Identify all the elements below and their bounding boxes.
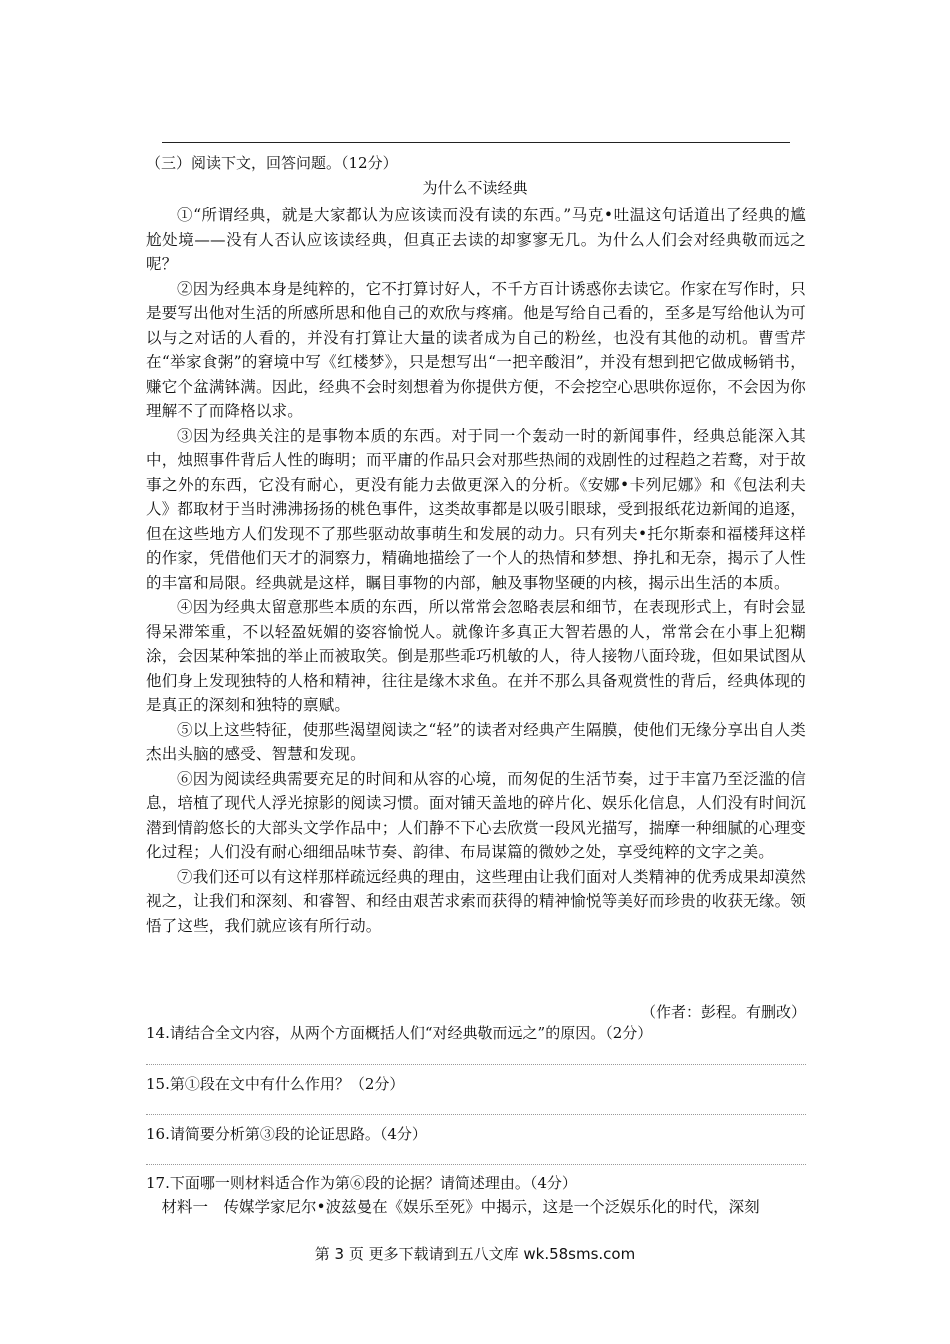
paragraph-7: ⑦我们还可以有这样那样疏远经典的理由，这些理由让我们面对人类精神的优秀成果却漠然视之，让我们和深刻、和睿智、和经由艰苦求索而获得的精神愉悦等美好而珍贵的收获无缘。领悟了这些，我们就应该有所行动。 [146, 867, 806, 935]
paragraph-4: ④因为经典太留意那些本质的东西，所以常常会忽略表层和细节，在表现形式上，有时会显得呆滞笨重，不以轻盈妩媚的姿容愉悦人。就像许多真正大智若愚的人，常常会在小事上犯糊涂，会因某种笨拙的举止而被取笑。倒是那些乖巧机敏的人，待人接物八面玲珑，但如果试图从他们身上发现独特的人格和精神，往往是缘木求鱼。在并不那么具备观赏性的背后，经典体现的是真正的深刻和独特的禀赋。 [146, 598, 806, 714]
answer-line-14 [146, 1064, 806, 1065]
article-body [146, 203, 806, 938]
material-1: 材料一 传媒学家尼尔•波兹曼在《娱乐至死》中揭示，这是一个泛娱乐化的时代，深刻 [161, 1198, 760, 1216]
answer-line-16 [146, 1164, 806, 1165]
paragraph-2: ②因为经典本身是纯粹的，它不打算讨好人，不千方百计诱惑你去读它。作家在写作时，只是要写出他对生活的所感所思和他自己的欢欣与疼痛。他是写给自己看的，至多是写给他认为可以与之对话的人看的，并没有打算让大量的读者成为自己的粉丝，也没有其他的动机。曹雪芹在“举家食粥”的窘境中写《红楼梦》，只是想写出“一把辛酸泪”，并没有想到把它做成畅销书，赚它个盆满钵满。因此，经典不会时刻想着为你提供方便，不会挖空心思哄你逗你，不会因为你理解不了而降格以求。 [146, 279, 806, 420]
header-rule [162, 142, 790, 143]
article-title: 为什么不读经典 [422, 179, 528, 197]
paragraph-5: ⑤以上这些特征，使那些渴望阅读之“轻”的读者对经典产生隔膜，使他们无缘分享出自人类杰出头脑的感受、智慧和发现。 [146, 720, 806, 763]
question-16: 16.请简要分析第③段的论证思路。（4分） [146, 1125, 427, 1143]
section-heading: （三）阅读下文，回答问题。（12分） [146, 154, 398, 172]
paragraph-1: ①“所谓经典，就是大家都认为应该读而没有读的东西。”马克•吐温这句话道出了经典的尴尬处境——没有人否认应该读经典，但真正去读的却寥寥无几。为什么人们会对经典敬而远之呢？ [146, 206, 806, 273]
paragraph-3: ③因为经典关注的是事物本质的东西。对于同一个轰动一时的新闻事件，经典总能深入其中，烛照事件背后人性的晦明；而平庸的作品只会对那些热闹的戏剧性的过程趋之若鹜，对于故事之外的东西，它没有耐心，更没有能力去做更深入的分析。《安娜•卡列尼娜》和《包法利夫人》都取材于当时沸沸扬扬的桃色事件，这类故事都是以吸引眼球，受到报纸花边新闻的追逐，但在这些地方人们发现不了那些驱动故事萌生和发展的动力。只有列夫•托尔斯泰和福楼拜这样的作家，凭借他们天才的洞察力，精确地描绘了一个人的热情和梦想、挣扎和无奈，揭示了人性的丰富和局限。经典就是这样，瞩目事物的内部，触及事物坚硬的内核，揭示出生活的本质。 [146, 426, 806, 592]
answer-line-15 [146, 1114, 806, 1115]
paragraph-6: ⑥因为阅读经典需要充足的时间和从容的心境，而匆促的生活节奏，过于丰富乃至泛滥的信息，培植了现代人浮光掠影的阅读习惯。面对铺天盖地的碎片化、娱乐化信息，人们没有时间沉潜到情韵悠长的大部头文学作品中；人们静不下心去欣赏一段风光描写，揣摩一种细腻的心理变化过程；人们没有耐心细细品味节奏、韵律、布局谋篇的微妙之处，享受纯粹的文字之美。 [146, 769, 806, 861]
question-17: 17.下面哪一则材料适合作为第⑥段的论据？请简述理由。（4分） [146, 1174, 577, 1192]
question-15: 15.第①段在文中有什么作用？（2分） [146, 1075, 405, 1093]
question-14: 14.请结合全文内容，从两个方面概括人们“对经典敬而远之”的原因。（2分） [146, 1024, 653, 1042]
attribution: （作者：彭程。有删改） [640, 1003, 806, 1021]
page-footer: 第 3 页 更多下载请到五八文库 wk.58sms.com [314, 1245, 636, 1263]
